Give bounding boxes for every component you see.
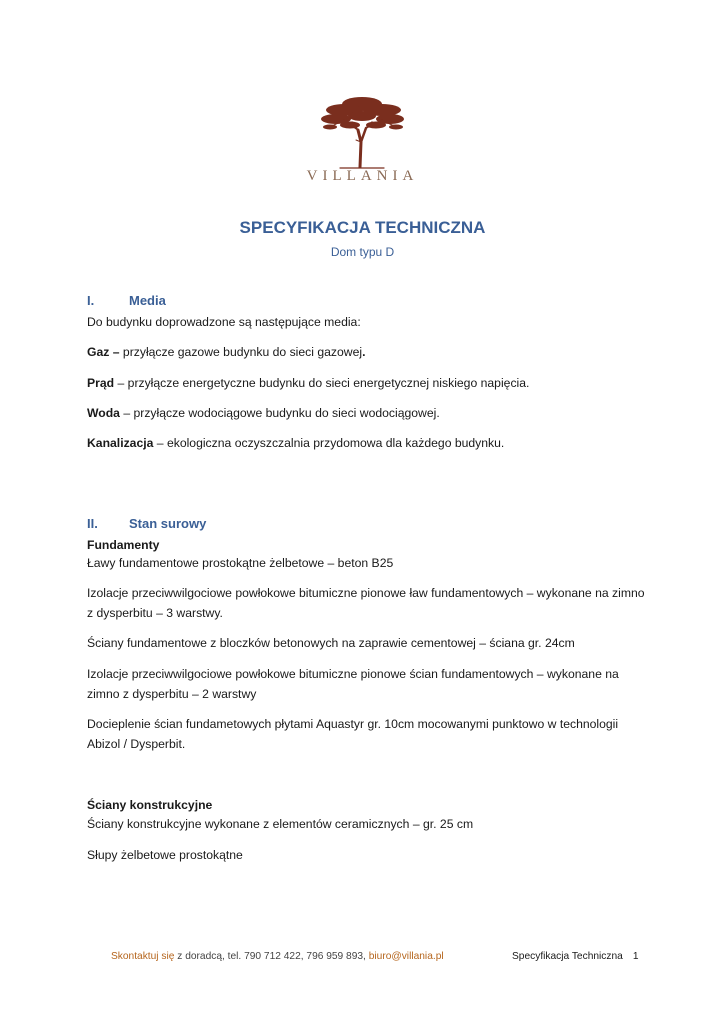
logo-text: VILLANIA (306, 168, 419, 184)
paragraph: Izolacje przeciwwilgociowe powłokowe bitumiczne pionowe ław fundamentowych – wykonane na zimno z dysperbitu – 3 warstwy. (87, 586, 645, 620)
footer-doc-name: Specyfikacja Techniczna (512, 951, 623, 962)
page-number: 1 (632, 951, 639, 962)
paragraph: Docieplenie ścian fundametowych płytami Aquastyr gr. 10cm mocowanymi punktowo w technologii Abizol / Dysperbit. (87, 717, 619, 751)
subsection-heading-walls: Ściany konstrukcyjne (87, 798, 213, 812)
paragraph: Słupy żelbetowe prostokątne (87, 848, 243, 862)
footer-contact-text: z doradcą, tel. 790 712 422, 796 959 893, (174, 951, 369, 962)
footer-doc-info (512, 951, 638, 962)
villania-logo (300, 92, 425, 192)
footer-contact-accent: Skontaktuj się (111, 951, 175, 962)
media-item-label: Gaz – (87, 345, 120, 359)
media-item-power (87, 373, 647, 393)
footer-contact (111, 951, 444, 962)
media-item-label: Kanalizacja (87, 436, 154, 450)
paragraph: Ściany fundamentowe z bloczków betonowych na zaprawie cementowej – ściana gr. 24cm (87, 636, 575, 650)
paragraph: Ławy fundamentowe prostokątne żelbetowe – beton B25 (87, 556, 394, 570)
media-item-gas (87, 342, 647, 362)
section-heading-media (87, 293, 166, 308)
media-item-water (87, 403, 647, 423)
media-item-text: – przyłącze energetyczne budynku do sieci energetycznej niskiego napięcia. (114, 376, 530, 390)
document-title: SPECYFIKACJA TECHNICZNA (239, 218, 486, 237)
section-title: Media (129, 293, 166, 308)
media-item-sewage (87, 433, 647, 453)
media-item-suffix: . (362, 345, 366, 359)
paragraph: Izolacje przeciwwilgociowe powłokowe bitumiczne pionowe ścian fundamentowych – wykonane na zimno z dysperbitu – 2 warstwy (87, 667, 619, 701)
section-heading-raw-state (87, 516, 206, 531)
media-item-label: Prąd (87, 376, 115, 390)
section-number: I. (87, 293, 95, 308)
media-item-text: – przyłącze wodociągowe budynku do sieci wodociągowej. (119, 406, 440, 420)
tree-icon (300, 92, 425, 170)
footer-email-link[interactable]: biuro@villania.pl (368, 951, 444, 962)
subsection-heading-foundations: Fundamenty (87, 538, 160, 552)
paragraph: Ściany konstrukcyjne wykonane z elementów ceramicznych – gr. 25 cm (87, 817, 474, 831)
section-title: Stan surowy (129, 516, 207, 531)
media-item-text: – ekologiczna oczyszczalnia przydomowa dla każdego budynku. (153, 436, 505, 450)
media-intro: Do budynku doprowadzone są następujące media: (87, 315, 361, 329)
section-number: II. (87, 516, 98, 531)
media-item-label: Woda (87, 406, 120, 420)
media-item-text: przyłącze gazowe budynku do sieci gazowej (119, 345, 363, 359)
document-subtitle: Dom typu D (330, 245, 395, 259)
